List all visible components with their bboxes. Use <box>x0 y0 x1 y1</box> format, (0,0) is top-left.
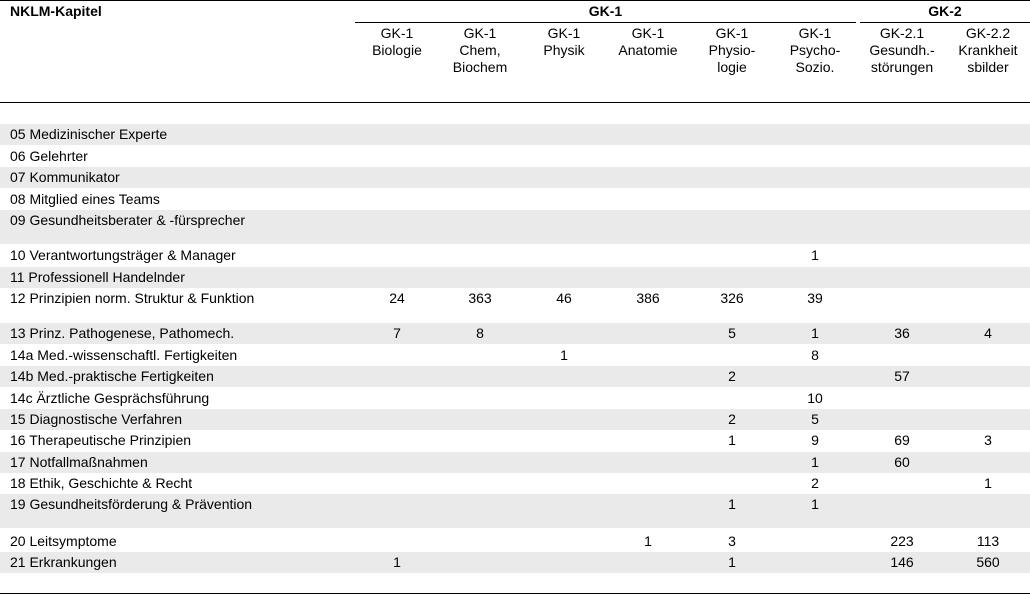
column-header-line: störungen <box>870 59 934 75</box>
column-header-line: Anatomie <box>618 42 678 58</box>
row-label: 08 Mitglied eines Teams <box>10 191 160 207</box>
column-header <box>607 25 689 59</box>
table-row <box>0 494 1030 528</box>
table-row <box>0 288 1030 322</box>
row-label: 15 Diagnostische Verfahren <box>10 411 182 427</box>
table-cell: 1 <box>644 533 652 549</box>
table-cell: 1 <box>728 554 736 570</box>
table-cell: 1 <box>811 454 819 470</box>
row-label: 07 Kommunikator <box>10 169 120 185</box>
row-label: 14c Ärztliche Gesprächsführung <box>10 390 210 406</box>
column-header <box>861 25 943 76</box>
table-cell: 7 <box>393 325 401 341</box>
row-label: 14b Med.-praktische Fertigkeiten <box>10 368 214 384</box>
table-row <box>0 345 1030 366</box>
column-header-line: GK-1 <box>547 25 581 41</box>
table-cell: 3 <box>984 432 992 448</box>
column-header-line: Biologie <box>372 42 422 58</box>
table-row <box>0 452 1030 473</box>
header-rule <box>0 102 1030 103</box>
row-label: 05 Medizinischer Experte <box>10 126 168 142</box>
table-cell: 1 <box>811 247 819 263</box>
top-rule <box>0 0 1030 1</box>
column-header-line: sbilder <box>967 59 1009 75</box>
table-cell: 223 <box>890 533 914 549</box>
column-header-line: GK-1 <box>798 25 832 41</box>
table-cell: 36 <box>894 325 910 341</box>
table-cell: 39 <box>807 290 823 306</box>
row-label: 20 Leitsymptome <box>10 533 117 549</box>
table-row <box>0 473 1030 494</box>
table-row <box>0 189 1030 210</box>
column-header-line: Sozio. <box>795 59 835 75</box>
table-row <box>0 388 1030 409</box>
column-header <box>439 25 521 76</box>
row-label: 10 Verantwortungsträger & Manager <box>10 247 236 263</box>
column-header-line: Biochem <box>452 59 508 75</box>
table-row <box>0 409 1030 430</box>
table-cell: 5 <box>728 325 736 341</box>
table-row <box>0 366 1030 387</box>
table-row <box>0 267 1030 288</box>
table-cell: 4 <box>984 325 992 341</box>
group-underline <box>860 22 1030 23</box>
group-header-gk-1: GK-1 <box>588 3 623 19</box>
table-cell: 1 <box>984 475 992 491</box>
column-header-line: GK-2.2 <box>965 25 1011 41</box>
column-header-line: GK-1 <box>463 25 497 41</box>
table-cell: 1 <box>728 432 736 448</box>
table-cell: 2 <box>811 475 819 491</box>
column-header-line: GK-1 <box>715 25 749 41</box>
row-label: 21 Erkrankungen <box>10 554 117 570</box>
table-cell: 46 <box>556 290 572 306</box>
table-cell: 3 <box>728 533 736 549</box>
group-header-gk-2: GK-2 <box>928 3 962 19</box>
table-row <box>0 146 1030 167</box>
table-row <box>0 167 1030 188</box>
table-cell: 2 <box>728 368 736 384</box>
column-header-line: GK-2.1 <box>879 25 925 41</box>
table-cell: 560 <box>976 554 1000 570</box>
row-label: 14a Med.-wissenschaftl. Fertigkeiten <box>10 347 238 363</box>
table-cell: 57 <box>894 368 910 384</box>
table-cell: 363 <box>468 290 492 306</box>
column-header-line: Physio- <box>708 42 756 58</box>
table-cell: 5 <box>811 411 819 427</box>
row-label: 06 Gelehrter <box>10 148 88 164</box>
table-cell: 386 <box>636 290 660 306</box>
table-cell: 326 <box>720 290 744 306</box>
row-label: 16 Therapeutische Prinzipien <box>10 432 192 448</box>
table-row <box>0 210 1030 244</box>
column-header-line: logie <box>717 59 747 75</box>
table-row <box>0 430 1030 451</box>
table-cell: 10 <box>807 390 823 406</box>
table-cell: 113 <box>976 533 1000 549</box>
table-cell: 1 <box>560 347 568 363</box>
bottom-rule <box>0 593 1030 594</box>
column-header-line: Psycho- <box>789 42 841 58</box>
table-cell: 9 <box>811 432 819 448</box>
table-cell: 146 <box>890 554 914 570</box>
column-header-line: Chem, <box>459 42 501 58</box>
column-header-line: Physik <box>543 42 585 58</box>
table-cell: 1 <box>811 325 819 341</box>
column-header <box>947 25 1029 76</box>
corner-header: NKLM-Kapitel <box>10 3 102 19</box>
column-header <box>356 25 438 59</box>
column-header <box>523 25 605 59</box>
row-label: 19 Gesundheitsförderung & Prävention <box>10 496 253 512</box>
column-header-line: GK-1 <box>380 25 414 41</box>
table-cell: 1 <box>728 496 736 512</box>
table-row <box>0 552 1030 573</box>
column-header-line: Gesundh.- <box>869 42 935 58</box>
row-label: 13 Prinz. Pathogenese, Pathomech. <box>10 325 235 341</box>
table-row <box>0 531 1030 552</box>
table-cell: 8 <box>476 325 484 341</box>
column-header-line: GK-1 <box>631 25 665 41</box>
table-cell: 8 <box>811 347 819 363</box>
table-cell: 2 <box>728 411 736 427</box>
table-row <box>0 245 1030 266</box>
row-label: 11 Professionell Handelnder <box>10 269 185 285</box>
table-cell: 69 <box>894 432 910 448</box>
table-row <box>0 323 1030 344</box>
column-header <box>774 25 856 76</box>
table-cell: 1 <box>393 554 401 570</box>
table-cell: 60 <box>894 454 910 470</box>
column-header <box>691 25 773 76</box>
row-label: 09 Gesundheitsberater & -fürsprecher <box>10 212 246 228</box>
row-label: 18 Ethik, Geschichte & Recht <box>10 475 193 491</box>
group-underline <box>355 22 856 23</box>
table-cell: 24 <box>389 290 405 306</box>
table-row <box>0 124 1030 145</box>
table-cell: 1 <box>811 496 819 512</box>
column-header-line: Krankheit <box>958 42 1018 58</box>
row-label: 12 Prinzipien norm. Struktur & Funktion <box>10 290 255 306</box>
row-label: 17 Notfallmaßnahmen <box>10 454 148 470</box>
